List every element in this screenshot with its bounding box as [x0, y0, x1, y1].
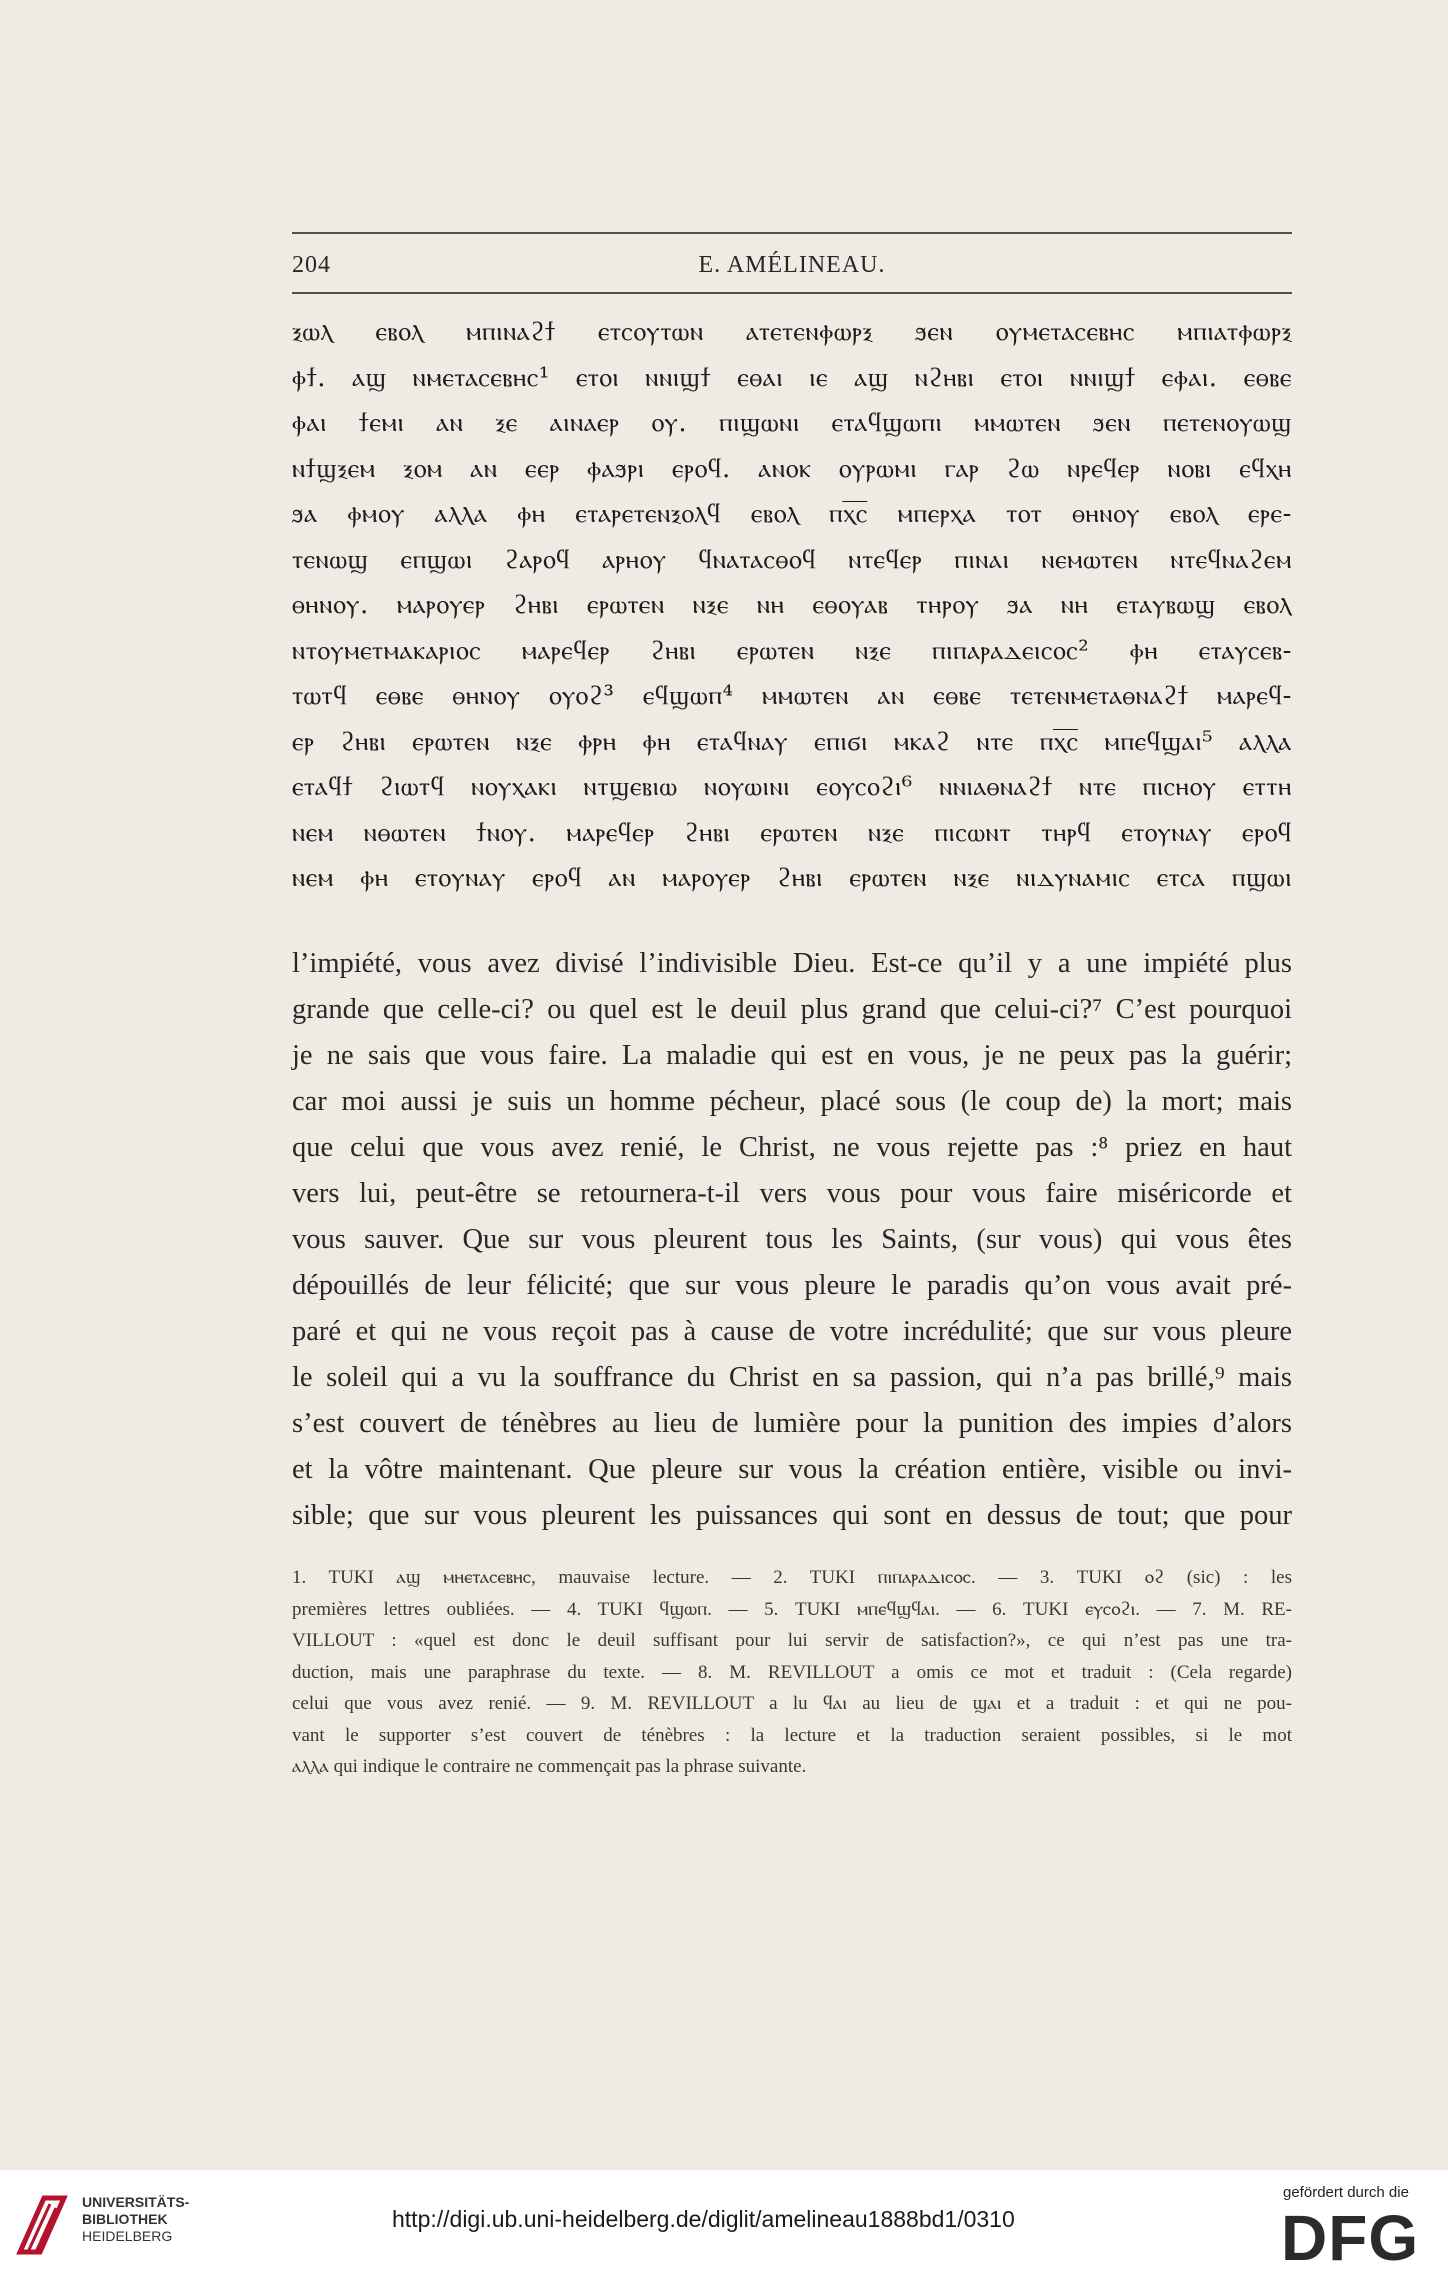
library-name-line1: UNIVERSITÄTS- — [82, 2194, 190, 2210]
footnote-line: 1. TUKI ⲁϣ ⲙⲏⲉⲧⲁⲥⲉⲃⲏⲥ, mauvaise lecture. — 2. TUKI ⲡⲓⲡⲁⲣⲁⲇⲓⲥⲟⲥ. — 3. TUKI ⲟϩ (sic) : les — [292, 1567, 1292, 1588]
french-line: paré et qui ne vous reçoit pas à cause de votre incrédulité; que sur vous pleure — [292, 1316, 1292, 1347]
coptic-line: ⲛϯϣⲝⲉⲙ ⲝⲟⲙ ⲁⲛ ⲉⲉⲣ ⲫⲁϧⲣⲓ ⲉⲣⲟϥ. ⲁⲛⲟⲕ ⲟⲩⲣⲱⲙⲓ ⲅⲁⲣ ϩⲱ ⲛⲣⲉϥⲉⲣ ⲛⲟⲃⲓ ⲉϥⲭⲏ — [292, 453, 1292, 484]
header-author: E. AMÉLINEAU. — [698, 252, 886, 278]
french-translation-block — [292, 941, 1292, 1539]
footnote-line: vant le supporter s’est couvert de ténèbres : la lecture et la traduction seraient possibles, si le mot — [292, 1724, 1292, 1746]
digitization-footer — [0, 2170, 1448, 2283]
footnote-line: premières lettres oubliées. — 4. TUKI ϥϣⲱⲡ. — 5. TUKI ⲙⲡⲉϥϣϥⲁⲓ. — 6. TUKI ⲉⲩⲥⲟϩⲓ. — 7. M. RE- — [292, 1598, 1292, 1620]
french-line: dépouillés de leur félicité; que sur vous pleure le paradis qu’on vous avait pré- — [292, 1270, 1292, 1301]
french-line: sible; que sur vous pleurent les puissances qui sont en dessus de tout; que pour — [292, 1500, 1292, 1531]
library-name — [82, 2194, 189, 2245]
french-line: que celui que vous avez renié, le Christ, ne vous rejette pas :⁸ priez en haut — [292, 1132, 1292, 1163]
page-number: 204 — [292, 252, 331, 278]
coptic-line: ⲫϯ. ⲁϣ ⲛⲙⲉⲧⲁⲥⲉⲃⲏⲥ¹ ⲉⲧⲟⲓ ⲛⲛⲓϣϯ ⲉⲑⲁⲓ ⲓⲉ ⲁϣ ⲛϩⲏⲃⲓ ⲉⲧⲟⲓ ⲛⲛⲓϣϯ ⲉⲫⲁⲓ. ⲉⲑⲃⲉ — [292, 362, 1292, 393]
funded-by-label: gefördert durch die — [1283, 2184, 1409, 2201]
footnote-line: celui que vous avez renié. — 9. M. REVILLOUT a lu ϥⲁⲓ au lieu de ϣⲁⲓ et a traduit : et qui ne pou- — [292, 1693, 1292, 1714]
running-head — [292, 252, 1292, 292]
header-rule-top — [292, 232, 1292, 234]
french-line: s’est couvert de ténèbres au lieu de lumière pour la punition des impies d’alors — [292, 1408, 1292, 1439]
coptic-line: ⲛⲉⲙ ⲛⲑⲱⲧⲉⲛ ϯⲛⲟⲩ. ⲙⲁⲣⲉϥⲉⲣ ϩⲏⲃⲓ ⲉⲣⲱⲧⲉⲛ ⲛⲝⲉ ⲡⲓⲥⲱⲛⲧ ⲧⲏⲣϥ ⲉⲧⲟⲩⲛⲁⲩ ⲉⲣⲟϥ — [292, 817, 1292, 848]
french-line: vers lui, peut-être se retournera-t-il vers vous pour vous faire miséricorde et — [292, 1178, 1292, 1209]
french-line: car moi aussi je suis un homme pécheur, placé sous (le coup de) la mort; mais — [292, 1086, 1292, 1117]
footnote-line: duction, mais une paraphrase du texte. — 8. M. REVILLOUT a omis ce mot et traduit : (Cela regarde) — [292, 1661, 1292, 1683]
library-logo-icon — [14, 2190, 72, 2262]
french-line: le soleil qui a vu la souffrance du Christ en sa passion, qui n’a pas brillé,⁹ mais — [292, 1362, 1292, 1393]
coptic-line: ⲑⲏⲛⲟⲩ. ⲙⲁⲣⲟⲩⲉⲣ ϩⲏⲃⲓ ⲉⲣⲱⲧⲉⲛ ⲛⲝⲉ ⲛⲏ ⲉⲑⲟⲩⲁⲃ ⲧⲏⲣⲟⲩ ϧⲁ ⲛⲏ ⲉⲧⲁⲩⲃⲱϣ ⲉⲃⲟⲗ — [292, 590, 1292, 620]
french-line: grande que celle-ci? ou quel est le deuil plus grand que celui-ci?⁷ C’est pourquoi — [292, 994, 1292, 1025]
coptic-line: ϧⲁ ⲫⲙⲟⲩ ⲁⲗⲗⲁ ⲫⲏ ⲉⲧⲁⲣⲉⲧⲉⲛⲝⲟⲗϥ ⲉⲃⲟⲗ ⲡⲭ̅ⲥ̅ ⲙⲡⲉⲣⲭⲁ ⲧⲟⲧ ⲑⲏⲛⲟⲩ ⲉⲃⲟⲗ ⲉⲣⲉ- — [292, 499, 1292, 529]
coptic-line: ⲉⲣ ϩⲏⲃⲓ ⲉⲣⲱⲧⲉⲛ ⲛⲝⲉ ⲫⲣⲏ ⲫⲏ ⲉⲧⲁϥⲛⲁⲩ ⲉⲡⲓϭⲓ ⲙⲕⲁϩ ⲛⲧⲉ ⲡⲭ̅ⲥ̅ ⲙⲡⲉϥϣⲁⲓ⁵ ⲁⲗⲗⲁ — [292, 726, 1292, 757]
permalink-url[interactable]: http://digi.ub.uni-heidelberg.de/diglit/amelineau1888bd1/0310 — [392, 2206, 1015, 2232]
coptic-line: ⲛⲧⲟⲩⲙⲉⲧⲙⲁⲕⲁⲣⲓⲟⲥ ⲙⲁⲣⲉϥⲉⲣ ϩⲏⲃⲓ ⲉⲣⲱⲧⲉⲛ ⲛⲝⲉ ⲡⲓⲡⲁⲣⲁⲇⲉⲓⲥⲟⲥ² ⲫⲏ ⲉⲧⲁⲩⲥⲉⲃ- — [292, 635, 1292, 666]
french-line: je ne sais que vous faire. La maladie qui est en vous, je ne peux pas la guérir; — [292, 1040, 1292, 1071]
library-name-line2: BIBLIOTHEK — [82, 2211, 168, 2227]
coptic-line: ⲝⲱⲗ ⲉⲃⲟⲗ ⲙⲡⲓⲛⲁϩϯ ⲉⲧⲥⲟⲩⲧⲱⲛ ⲁⲧⲉⲧⲉⲛⲫⲱⲣⲝ ϧⲉⲛ ⲟⲩⲙⲉⲧⲁⲥⲉⲃⲏⲥ ⲙⲡⲓⲁⲧⲫⲱⲣⲝ — [292, 317, 1292, 347]
coptic-line: ⲉⲧⲁϥϯ ϩⲓⲱⲧϥ ⲛⲟⲩⲭⲁⲕⲓ ⲛⲧϣⲉⲃⲓⲱ ⲛⲟⲩⲱⲓⲛⲓ ⲉⲟⲩⲥⲟϩⲓ⁶ ⲛⲛⲓⲁⲑⲛⲁϩϯ ⲛⲧⲉ ⲡⲓⲥⲏⲟⲩ ⲉⲧⲧⲏ — [292, 772, 1292, 802]
header-rule-bottom — [292, 292, 1292, 294]
coptic-line: ⲛⲉⲙ ⲫⲏ ⲉⲧⲟⲩⲛⲁⲩ ⲉⲣⲟϥ ⲁⲛ ⲙⲁⲣⲟⲩⲉⲣ ϩⲏⲃⲓ ⲉⲣⲱⲧⲉⲛ ⲛⲝⲉ ⲛⲓⲇⲩⲛⲁⲙⲓⲥ ⲉⲧⲥⲁ ⲡϣⲱⲓ — [292, 863, 1292, 893]
french-line: l’impiété, vous avez divisé l’indivisible Dieu. Est-ce qu’il y a une impiété plus — [292, 948, 1292, 979]
dfg-logo: DFG — [1281, 2202, 1420, 2274]
coptic-line: ⲫⲁⲓ ϯⲉⲙⲓ ⲁⲛ ⲝⲉ ⲁⲓⲛⲁⲉⲣ ⲟⲩ. ⲡⲓϣⲱⲛⲓ ⲉⲧⲁϥϣⲱⲡⲓ ⲙⲙⲱⲧⲉⲛ ϧⲉⲛ ⲡⲉⲧⲉⲛⲟⲩⲱϣ — [292, 408, 1292, 438]
footnotes-block — [292, 1562, 1292, 1783]
library-name-line3: HEIDELBERG — [82, 2228, 173, 2244]
coptic-line: ⲧⲱⲧϥ ⲉⲑⲃⲉ ⲑⲏⲛⲟⲩ ⲟⲩⲟϩ³ ⲉϥϣⲱⲡ⁴ ⲙⲙⲱⲧⲉⲛ ⲁⲛ ⲉⲑⲃⲉ ⲧⲉⲧⲉⲛⲙⲉⲧⲁⲑⲛⲁϩϯ ⲙⲁⲣⲉϥ- — [292, 681, 1292, 711]
french-line: et la vôtre maintenant. Que pleure sur vous la création entière, visible ou invi- — [292, 1454, 1292, 1485]
footnote-line: VILLOUT : «quel est donc le deuil suffisant pour lui servir de satisfaction?», ce qui n’est pas une tra- — [292, 1630, 1292, 1651]
french-line: vous sauver. Que sur vous pleurent tous les Saints, (sur vous) qui vous êtes — [292, 1224, 1292, 1255]
coptic-line: ⲧⲉⲛⲱϣ ⲉⲡϣⲱⲓ ϩⲁⲣⲟϥ ⲁⲣⲏⲟⲩ ϥⲛⲁⲧⲁⲥⲑⲟϥ ⲛⲧⲉϥⲉⲣ ⲡⲓⲛⲁⲓ ⲛⲉⲙⲱⲧⲉⲛ ⲛⲧⲉϥⲛⲁϩⲉⲙ — [292, 544, 1292, 575]
footnote-line: ⲁⲗⲗⲁ qui indique le contraire ne commençait pas la phrase suivante. — [292, 1756, 807, 1777]
coptic-text-block — [292, 310, 1292, 902]
